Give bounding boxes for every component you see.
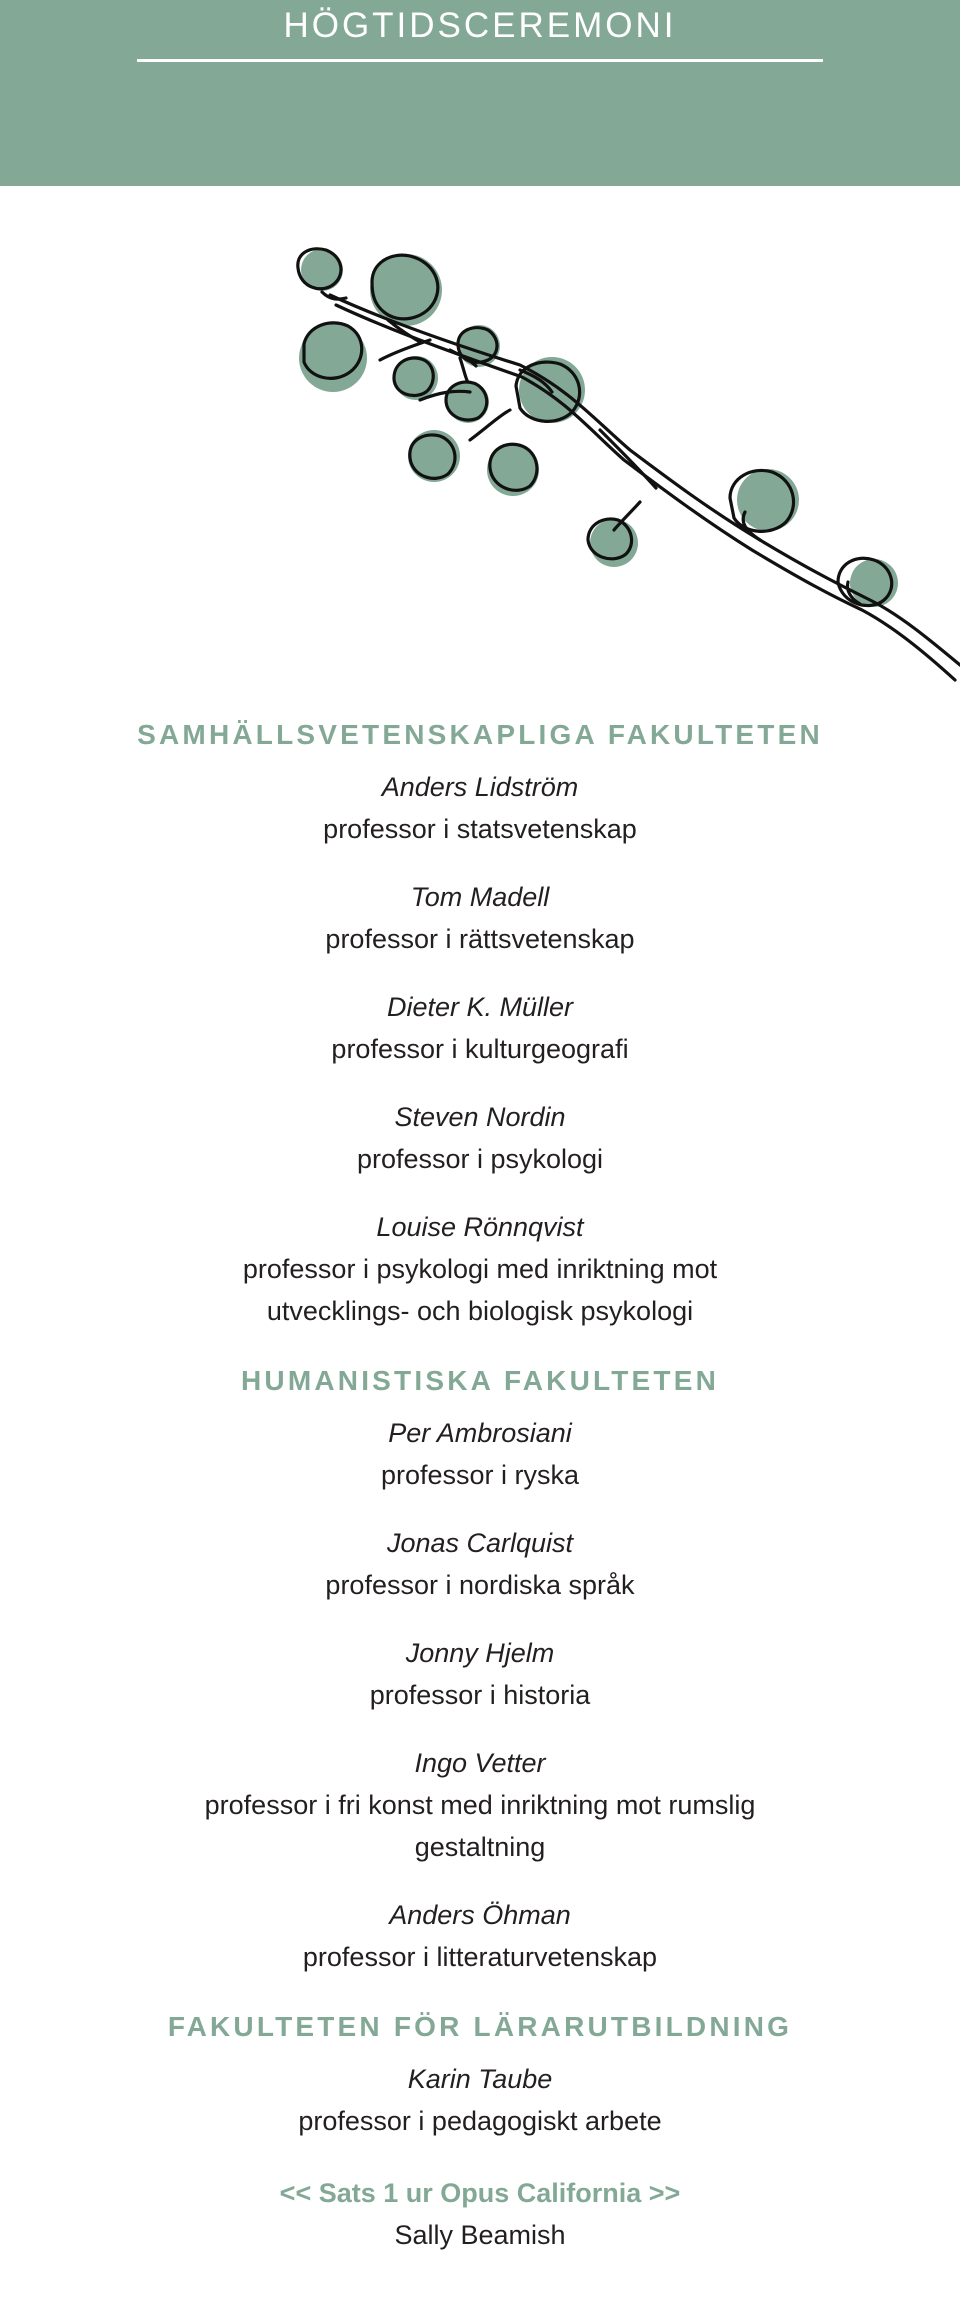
professor-entry (0, 1206, 960, 1332)
professor-name: Steven Nordin (394, 1102, 566, 1132)
professor-name: Anders Lidström (381, 772, 579, 802)
professor-entry (0, 1632, 960, 1716)
professor-name: Louise Rönnqvist (376, 1212, 584, 1242)
professor-name: Jonny Hjelm (405, 1638, 555, 1668)
professor-entry (0, 986, 960, 1070)
professor-entry (0, 1096, 960, 1180)
music-composer: Sally Beamish (394, 2220, 566, 2250)
professor-entry (0, 876, 960, 960)
professor-title: professor i psykologi med inriktning mot utvecklings- och biologisk psykologi (242, 1254, 718, 1326)
professor-title: professor i pedagogiskt arbete (298, 2106, 662, 2136)
professor-entry (0, 1412, 960, 1496)
professor-name: Dieter K. Müller (386, 992, 574, 1022)
professor-name: Jonas Carlquist (386, 1528, 574, 1558)
professor-entry (0, 2058, 960, 2142)
program-content (0, 716, 960, 2256)
professor-entry (0, 1742, 960, 1868)
professor-title: professor i rättsvetenskap (325, 924, 635, 954)
music-item (0, 2172, 960, 2256)
professor-name: Per Ambrosiani (388, 1418, 572, 1448)
professor-name: Tom Madell (410, 882, 550, 912)
professor-title: professor i statsvetenskap (323, 814, 637, 844)
professor-entry (0, 1894, 960, 1978)
professor-title: professor i ryska (380, 1460, 580, 1490)
professor-entry (0, 1522, 960, 1606)
faculty-heading: SAMHÄLLSVETENSKAPLIGA FAKULTETEN (137, 719, 823, 750)
faculty-heading: HUMANISTISKA FAKULTETEN (240, 1365, 720, 1396)
professor-title: professor i kulturgeografi (331, 1034, 629, 1064)
professor-name: Anders Öhman (389, 1900, 571, 1930)
professor-title: professor i nordiska språk (325, 1570, 635, 1600)
faculty-section-teacher-education (0, 2008, 960, 2142)
professor-title: professor i fri konst med inriktning mot rumslig gestaltning (204, 1790, 756, 1862)
faculty-heading: FAKULTETEN FÖR LÄRARUTBILDNING (167, 2011, 793, 2042)
eucalyptus-branch-icon (280, 240, 960, 700)
professor-name: Ingo Vetter (414, 1748, 546, 1778)
faculty-section-humanities (0, 1362, 960, 1978)
professor-name: Karin Taube (407, 2064, 553, 2094)
music-piece-title: << Sats 1 ur Opus California >> (279, 2178, 681, 2208)
professor-title: professor i litteraturvetenskap (302, 1942, 658, 1972)
professor-entry (0, 766, 960, 850)
professor-title: professor i historia (369, 1680, 591, 1710)
header-banner (0, 0, 960, 186)
header-divider (137, 59, 823, 62)
faculty-section-social-sciences (0, 716, 960, 1332)
header-title: HÖGTIDSCEREMONI (283, 6, 677, 45)
professor-title: professor i psykologi (356, 1144, 604, 1174)
